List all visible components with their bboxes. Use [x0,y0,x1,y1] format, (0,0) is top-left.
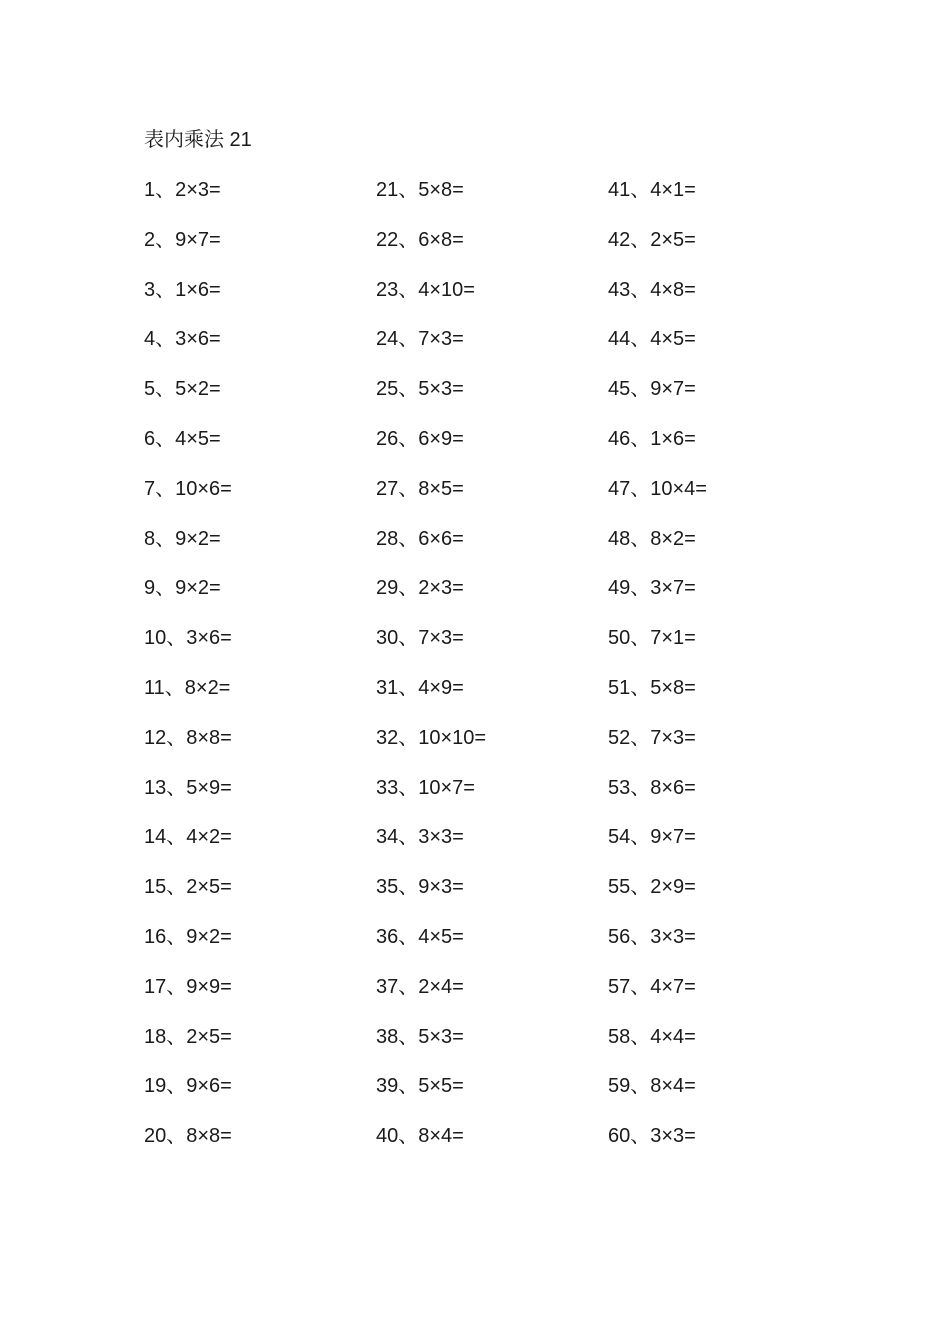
problem-item: 26、6×9= [376,427,464,450]
problem-item: 39、5×5= [376,1075,464,1098]
problem-item: 22、6×8= [376,228,464,251]
problem-item: 57、4×7= [608,975,696,998]
problem-column-1 [144,176,364,1172]
problem-item: 34、3×3= [376,826,464,849]
problem-item: 40、8×4= [376,1125,464,1148]
problem-item: 19、9×6= [144,1075,232,1098]
problem-item: 14、4×2= [144,826,232,849]
problem-item: 13、5×9= [144,776,232,799]
problem-item: 45、9×7= [608,378,696,401]
problem-item: 59、8×4= [608,1075,696,1098]
problem-item: 38、5×3= [376,1025,464,1048]
problem-item: 5、5×2= [144,378,221,401]
problem-item: 11、8×2= [144,676,231,699]
problem-item: 17、9×9= [144,975,232,998]
problem-item: 10、3×6= [144,627,232,650]
problem-item: 54、9×7= [608,826,696,849]
worksheet-title: 表内乘法 21 [144,129,252,151]
problem-item: 8、9×2= [144,527,221,550]
problem-item: 56、3×3= [608,925,696,948]
problem-item: 18、2×5= [144,1025,232,1048]
problem-item: 32、10×10= [376,726,487,749]
problem-item: 28、6×6= [376,527,464,550]
problem-item: 46、1×6= [608,427,696,450]
problem-item: 36、4×5= [376,925,464,948]
problem-item: 51、5×8= [608,676,696,699]
problem-item: 24、7×3= [376,328,464,351]
problem-item: 52、7×3= [608,726,696,749]
problem-item: 9、9×2= [144,577,221,600]
problem-item: 4、3×6= [144,328,221,351]
problem-item: 29、2×3= [376,577,464,600]
problem-item: 1、2×3= [144,179,221,201]
problem-column-2 [376,176,596,1172]
problem-item: 60、3×3= [608,1125,696,1148]
problem-item: 37、2×4= [376,975,464,998]
problem-item: 43、4×8= [608,278,696,301]
problem-item: 25、5×3= [376,378,464,401]
problem-item: 23、4×10= [376,278,475,301]
problem-item: 27、8×5= [376,477,464,500]
problem-item: 2、9×7= [144,228,221,251]
problem-item: 21、5×8= [376,179,464,201]
problem-item: 35、9×3= [376,876,464,899]
problem-item: 12、8×8= [144,726,232,749]
problem-item: 53、8×6= [608,776,696,799]
problem-item: 58、4×4= [608,1025,696,1048]
problem-item: 49、3×7= [608,577,696,600]
problem-item: 31、4×9= [376,676,464,699]
problem-item: 48、8×2= [608,527,696,550]
problem-item: 33、10×7= [376,776,475,799]
problem-item: 7、10×6= [144,477,232,500]
problem-item: 55、2×9= [608,876,696,899]
problem-item: 3、1×6= [144,278,221,301]
problem-item: 20、8×8= [144,1125,232,1148]
problem-item: 47、10×4= [608,477,707,500]
problem-item: 6、4×5= [144,427,221,450]
problem-item: 50、7×1= [608,627,696,650]
problem-item: 42、2×5= [608,228,696,251]
problem-column-3 [608,176,828,1172]
problem-item: 44、4×5= [608,328,696,351]
problem-item: 41、4×1= [608,179,696,201]
problem-item: 30、7×3= [376,627,464,650]
problem-item: 15、2×5= [144,876,232,899]
problem-item: 16、9×2= [144,925,232,948]
